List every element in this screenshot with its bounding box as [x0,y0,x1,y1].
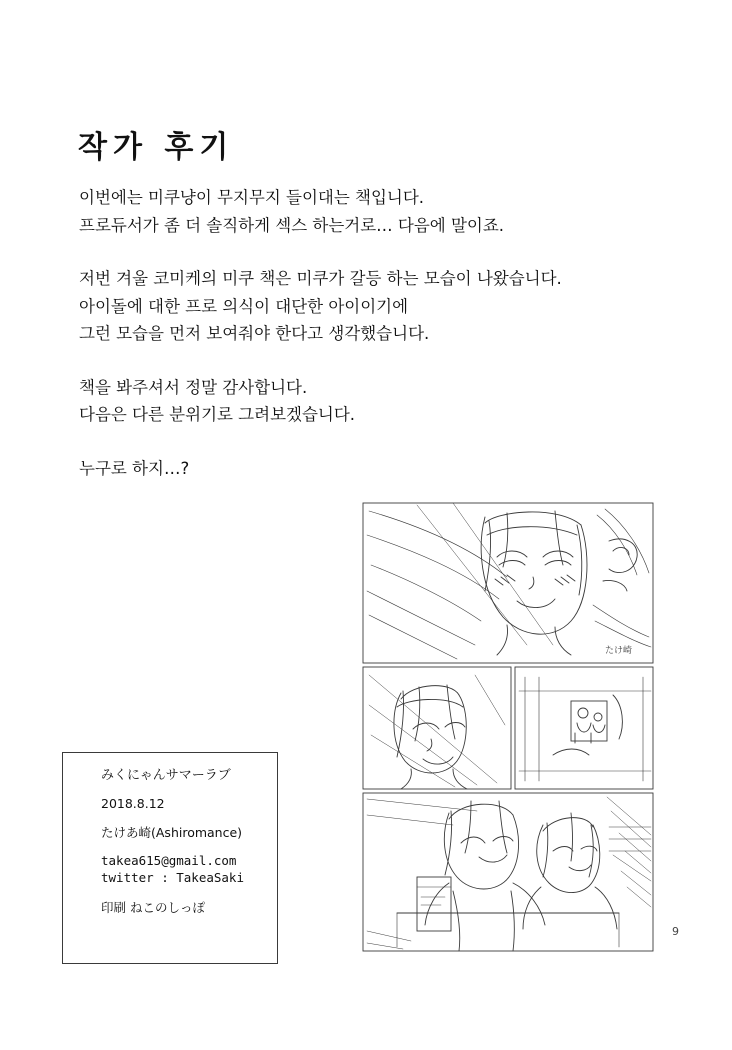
paragraph-line: 아이돌에 대한 프로 의식이 대단한 아이이기에 [79,296,409,316]
afterword-body [79,190,679,488]
paragraph-1 [79,190,679,245]
colophon-box [62,752,278,964]
manga-sketch-svg [357,495,659,958]
colophon-printer: 印刷 ねこのしっぽ [101,900,205,915]
page-number: 9 [672,925,679,938]
colophon-email: takea615@gmail.com [101,853,237,868]
paragraph-3 [79,377,679,435]
colophon-content [101,769,244,915]
colophon-date: 2018.8.12 [101,796,165,811]
paragraph-line: 다음은 다른 분위기로 그려보겠습니다. [79,405,356,424]
paragraph-2 [79,271,679,354]
paragraph-line: 이번에는 미쿠냥이 무지무지 들이대는 책입니다. [79,188,425,207]
paragraph-line: 저번 겨울 코미케의 미쿠 책은 미쿠가 갈등 하는 모습이 나왔습니다. [79,269,562,288]
paragraph-line: 그런 모습을 먼저 보여줘야 한다고 생각했습니다. [79,324,430,343]
colophon-title: みくにゃんサマーラブ [101,768,231,783]
paragraph-4 [79,458,679,489]
paragraph-line: 책을 봐주셔서 정말 감사합니다. [79,377,308,397]
paragraph-line: 누구로 하지…? [79,458,190,478]
paragraph-line: 프로듀서가 좀 더 솔직하게 섹스 하는거로… 다음에 말이죠. [79,215,505,235]
colophon-twitter: twitter : TakeaSaki [101,869,244,885]
manga-sketch-artwork [357,495,659,958]
colophon-author: たけあ崎(Ashiromance) [101,824,243,840]
svg-text:たけ崎: たけ崎 [605,646,633,656]
page-title: 작가 후기 [78,130,235,165]
